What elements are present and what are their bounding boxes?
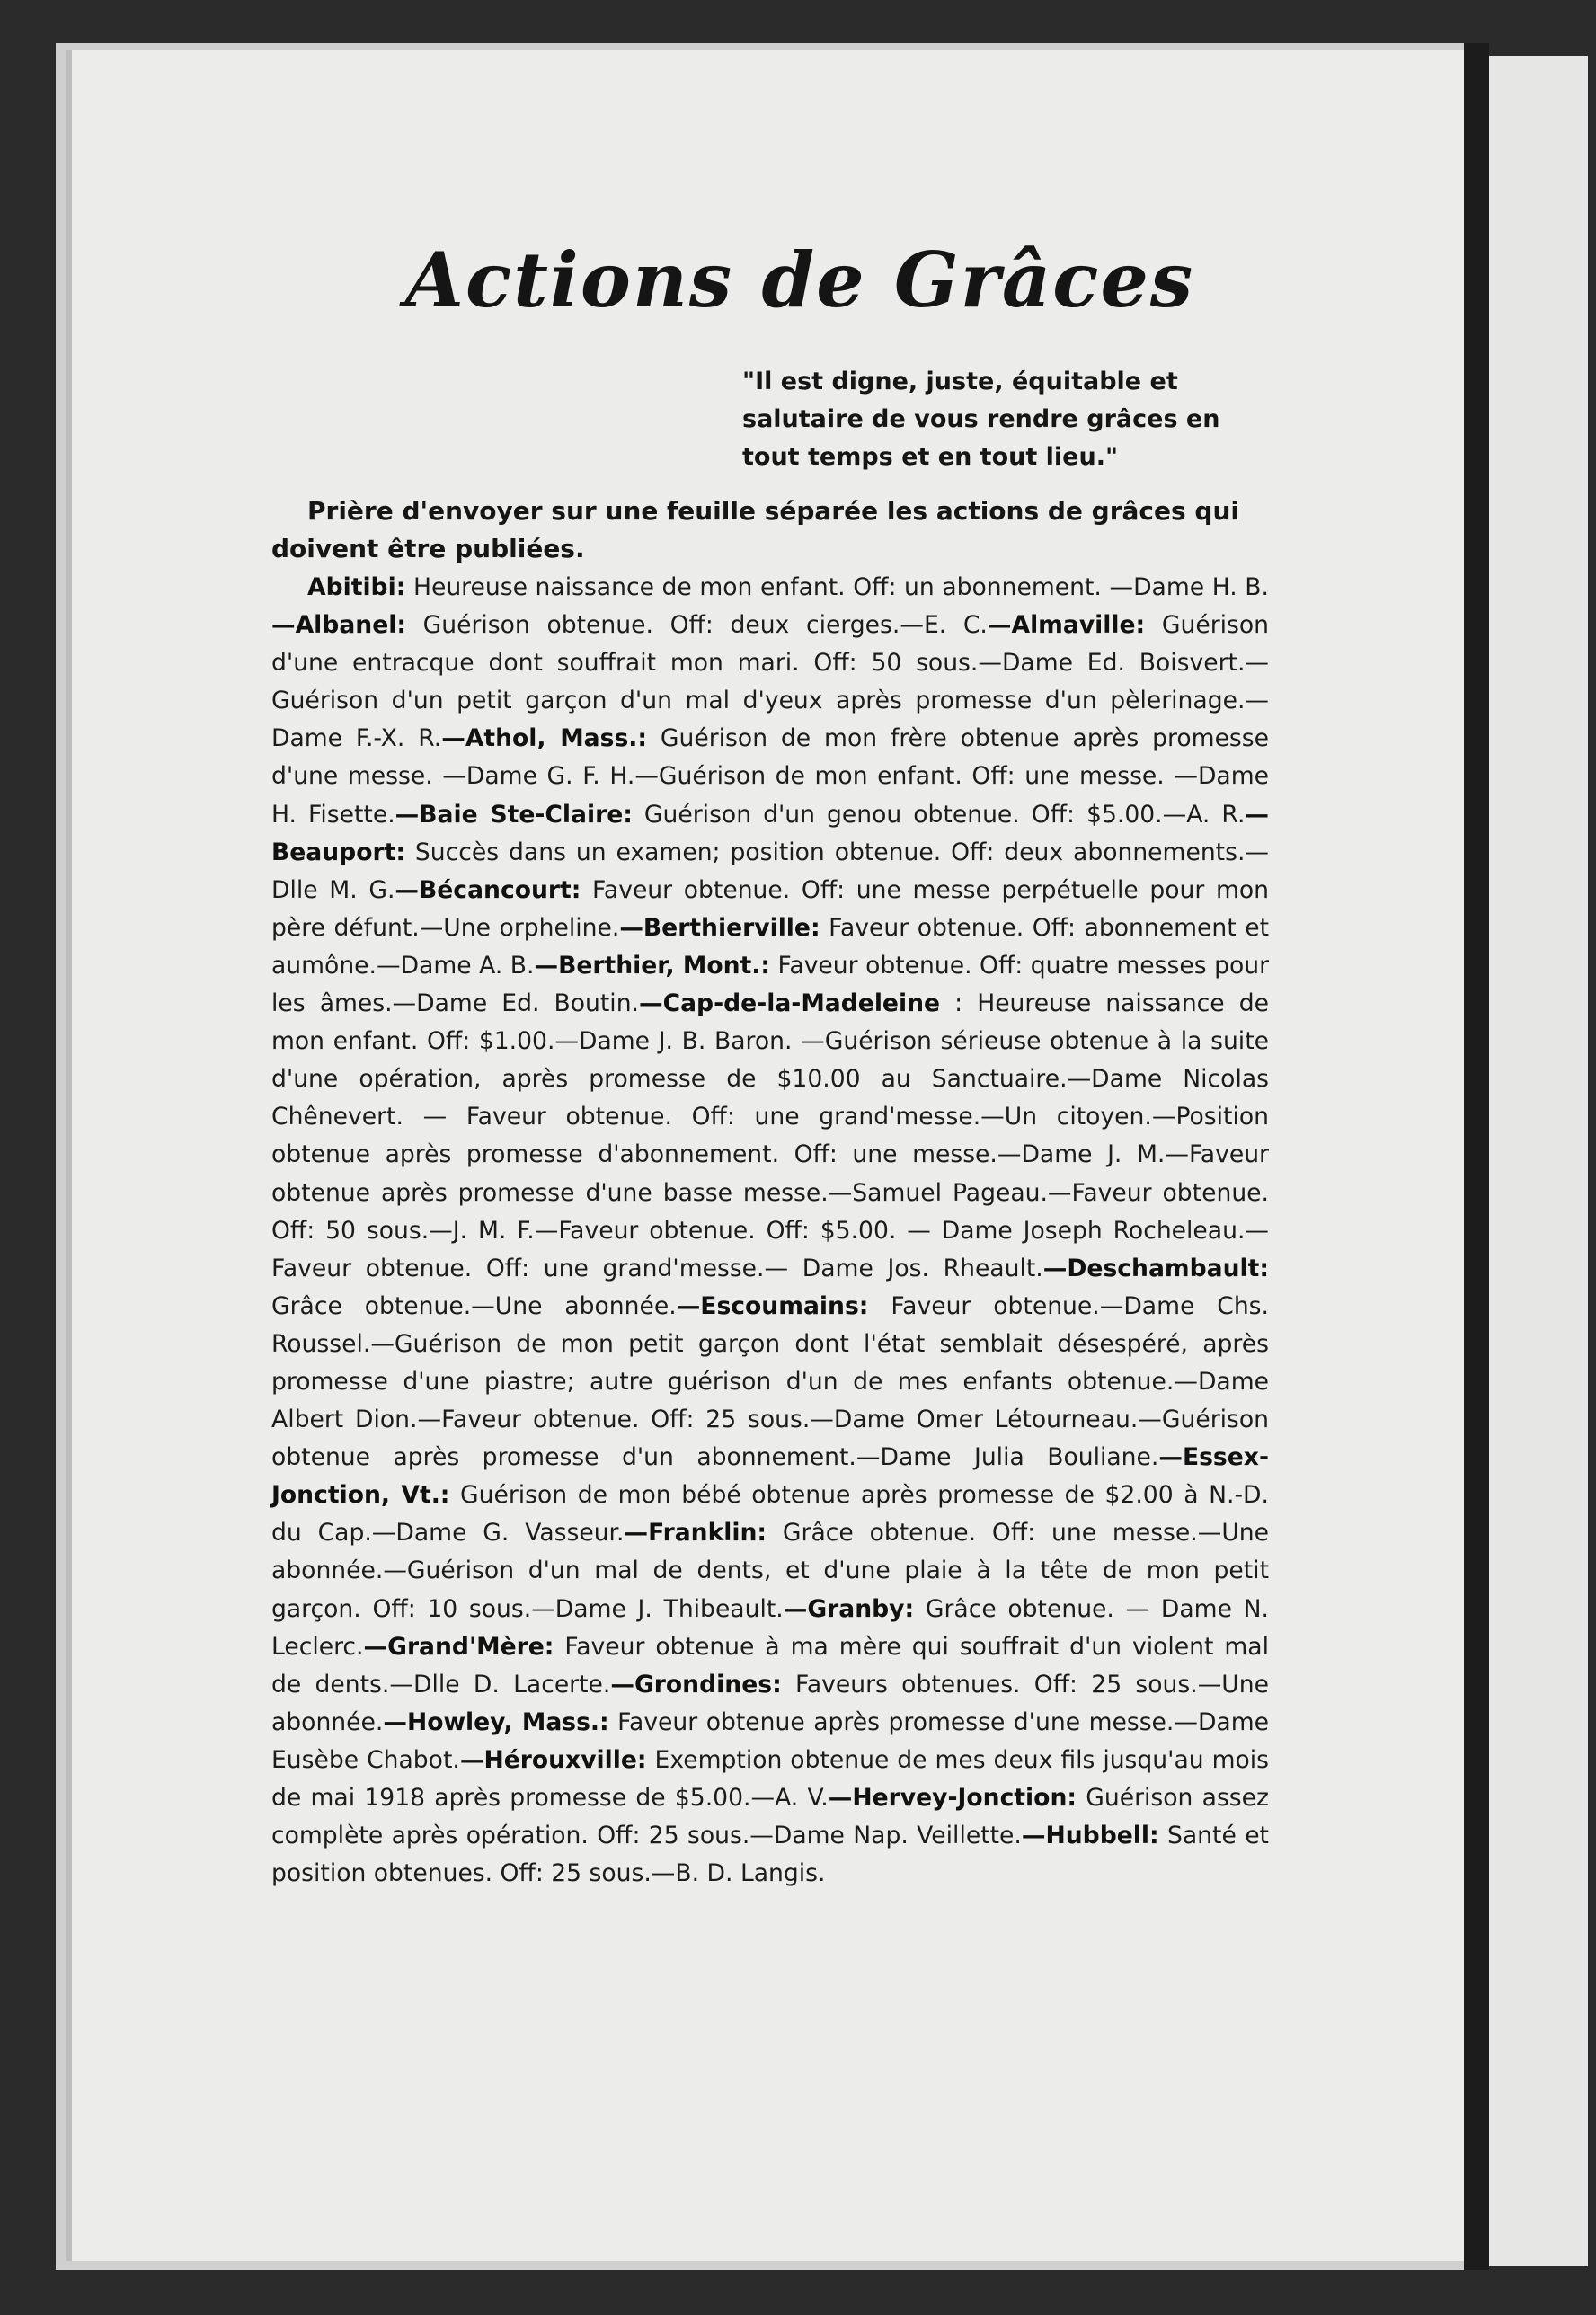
entry-place: —Hubbell:: [1021, 1822, 1159, 1850]
entry-text: Faveur obtenue.—Dame Chs. Roussel.—Guérison de mon petit garçon dont l'état semblait désespéré, après promesse d'une piastre; autre guérison d'un de mes enfants obtenue.—Dame Albert Dion.—Faveur obtenue. Off: 25 sous.—Dame Omer Létourneau.—Guérison obtenue après promesse d'un abonnement.—Dame Julia Bouliane.: [271, 1291, 1269, 1472]
page-title: Actions de Grâces: [404, 235, 1195, 324]
entry-text: Faveur obtenue. Off: quatre messes pour les âmes.—Dame Ed. Boutin.: [271, 951, 1270, 1018]
entry-text: Santé et position obtenues. Off: 25 sous.—B. D. Langis.: [271, 1822, 1269, 1888]
entry-place: —Grand'Mère:: [363, 1632, 554, 1661]
facing-page-edge: [1489, 56, 1588, 2266]
thanksgiving-entries: [271, 569, 1269, 1893]
entry-place: —Athol, Mass.:: [441, 724, 648, 753]
entry-place: —Escoumains:: [676, 1291, 869, 1320]
entry-place: Abitibi:: [307, 573, 406, 601]
entry-text: Grâce obtenue.—Une abonnée.: [271, 1291, 677, 1320]
entry-text: Grâce obtenue. — Dame N. Leclerc.: [271, 1594, 1269, 1661]
thanksgiving-entry: [271, 611, 988, 639]
entry-place: —Cap-de-la-Madeleine: [639, 989, 941, 1018]
entry-place: —Almaville:: [987, 611, 1146, 640]
entry-place: —Grondines:: [610, 1670, 782, 1699]
entry-text: Succès dans un examen; position obtenue. Off: deux abonnements.—Dlle M. G.: [271, 838, 1269, 904]
entry-place: —Howley, Mass.:: [383, 1707, 609, 1736]
entry-text: Faveur obtenue. Off: abonnement et aumône.—Dame A. B.: [271, 913, 1270, 980]
thanksgiving-entry: [395, 801, 1246, 829]
entry-text: Guérison de mon bébé obtenue après promesse de $2.00 à N.-D. du Cap.—Dame G. Vasseur.: [271, 1481, 1269, 1548]
entry-place: —Deschambault:: [1042, 1254, 1269, 1282]
submission-notice: Prière d'envoyer sur une feuille séparée les actions de grâces qui doivent être publiées.: [271, 496, 1239, 563]
entry-text: Exemption obtenue de mes deux fils jusqu'au mois de mai 1918 après promesse de $5.00.—A. V.: [271, 1745, 1269, 1812]
epigraph-quote: "Il est digne, juste, équitable et salutaire de vous rendre grâces en tout temps et en tout lieu.": [742, 368, 1220, 471]
entry-text: Guérison d'un genou obtenue. Off: $5.00.—A. R.: [632, 800, 1246, 829]
entry-place: —Berthierville:: [619, 913, 820, 942]
entry-text: Guérison obtenue. Off: deux cierges.—E. C.: [406, 611, 988, 640]
entry-place: —Hervey-Jonction:: [828, 1784, 1077, 1812]
entry-text: Faveurs obtenues. Off: 25 sous.—Une abonnée.: [271, 1670, 1269, 1736]
entry-place: —Bécancourt:: [395, 875, 581, 904]
entry-place: —Albanel:: [271, 611, 406, 640]
entry-text: Heureuse naissance de mon enfant. Off: un abonnement. —Dame H. B.: [405, 573, 1269, 601]
entry-place: —Baie Ste-Claire:: [395, 800, 633, 829]
entry-text: Guérison de mon frère obtenue après promesse d'une messe. —Dame G. F. H.—Guérison de mon enfant. Off: une messe. —Dame H. Fisette.: [271, 724, 1269, 829]
entry-text: Faveur obtenue à ma mère qui souffrait d'un violent mal de dents.—Dlle D. Lacerte.: [271, 1632, 1269, 1699]
thanksgiving-entry: [271, 573, 1269, 601]
entry-place: —Hérouxville:: [459, 1745, 647, 1774]
book-spine: [1464, 43, 1489, 2270]
entry-text: : Heureuse naissance de mon enfant. Off: $1.00.—Dame J. B. Baron. —Guérison sérieuse obtenue à la suite d'une opération, après promesse de $10.00 au Sanctuaire.—Dame Nicolas Chênevert. — Faveur obtenue. Off: une grand'messe.—Un citoyen.—Position obtenue après promesse d'abonnement. Off: une messe.—Dame J. M.—Faveur obtenue après promesse d'une basse messe.—Samuel Pageau.—Faveur obtenue. Off: 50 sous.—J. M. F.—Faveur obtenue. Off: $5.00. — Dame Joseph Rocheleau.—Faveur obtenue. Off: une grand'messe.— Dame Jos. Rheault.: [271, 989, 1269, 1282]
entry-place: —Franklin:: [624, 1519, 767, 1548]
entry-place: —Berthier, Mont.:: [534, 951, 771, 980]
entry-place: —Essex-Jonction, Vt.:: [271, 1443, 1269, 1510]
entry-text: Faveur obtenue. Off: une messe perpétuelle pour mon père défunt.—Une orpheline.: [271, 875, 1269, 942]
entry-text: Grâce obtenue. Off: une messe.—Une abonnée.—Guérison d'un mal de dents, et d'une plaie à la tête de mon petit garçon. Off: 10 sous.—Dame J. Thibeault.: [271, 1519, 1269, 1623]
thanksgiving-entry: [271, 989, 1269, 1282]
entry-text: Guérison d'une entracque dont souffrait mon mari. Off: 50 sous.—Dame Ed. Boisvert.—Guérison d'un petit garçon d'un mal d'yeux après promesse d'un pèlerinage.—Dame F.-X. R.: [271, 611, 1269, 753]
entry-place: —Beauport:: [271, 800, 1269, 866]
entry-text: Guérison assez complète après opération. Off: 25 sous.—Dame Nap. Veillette.: [271, 1784, 1269, 1850]
entry-place: —Granby:: [783, 1594, 915, 1623]
entry-text: Faveur obtenue après promesse d'une messe.—Dame Eusèbe Chabot.: [271, 1707, 1269, 1774]
